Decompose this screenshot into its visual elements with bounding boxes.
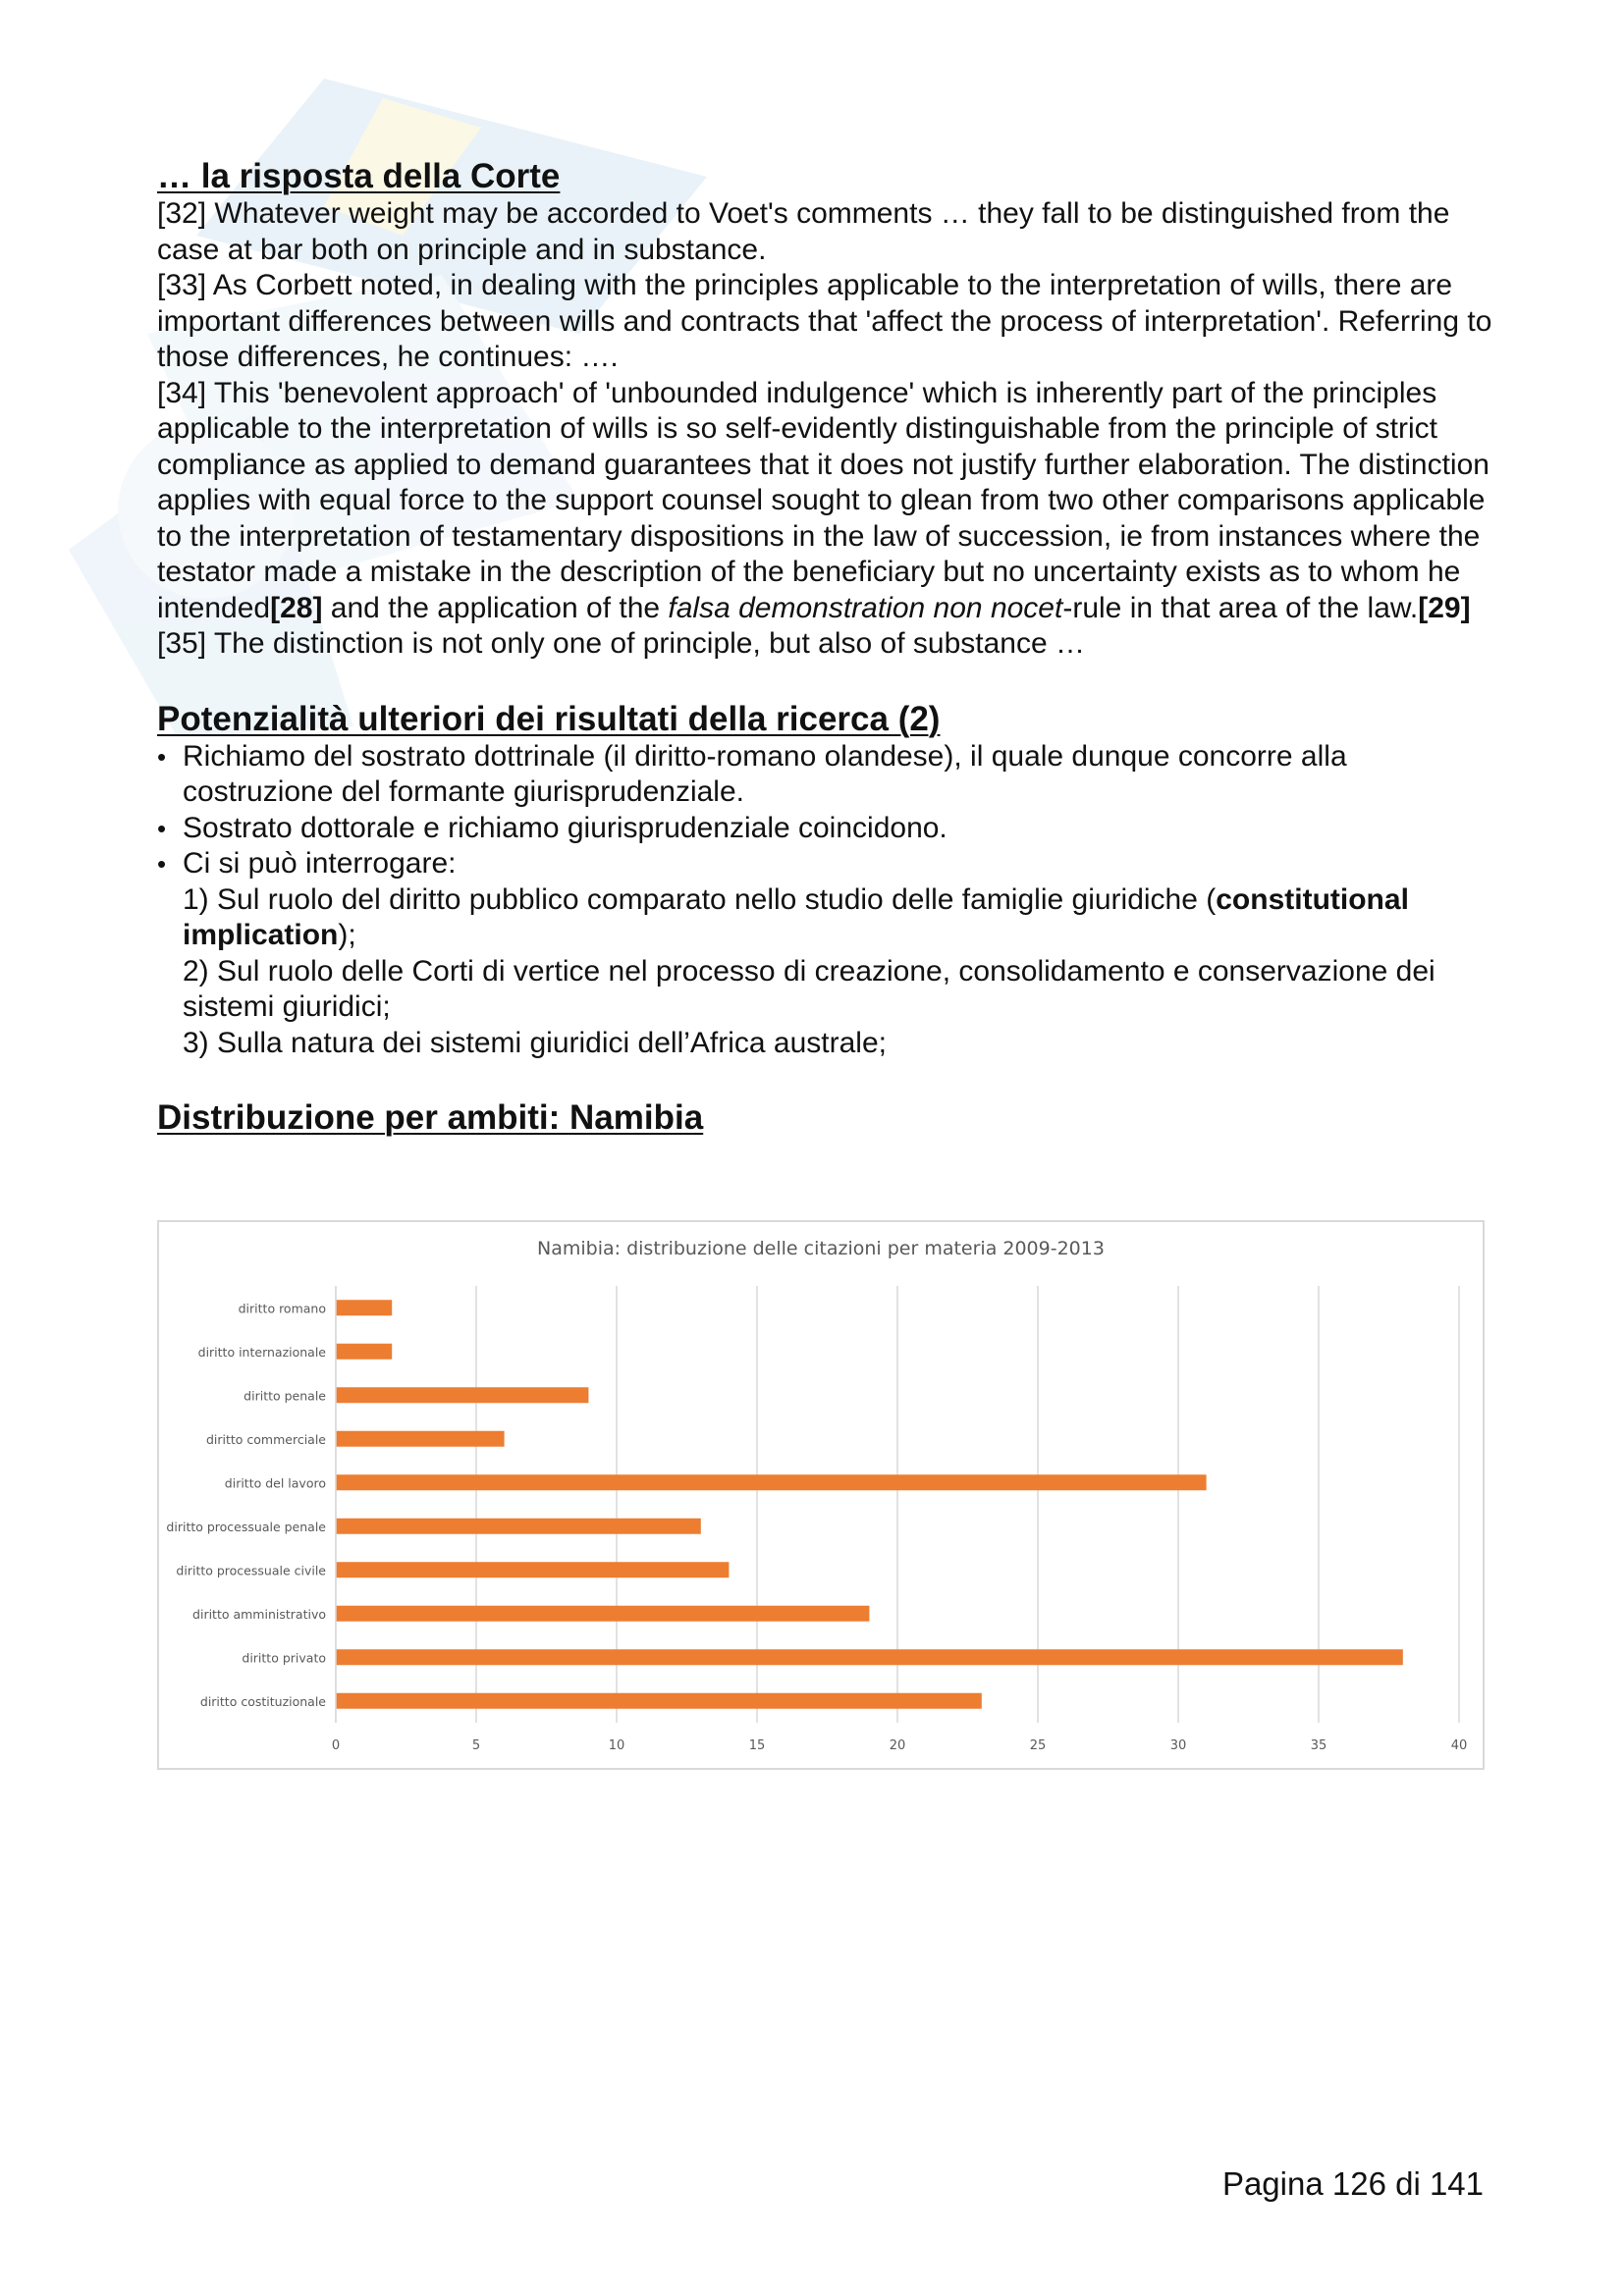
paragraph-35: [35] The distinction is not only one of principle, but also of substance … <box>157 627 1085 660</box>
paragraph-33: [33] As Corbett noted, in dealing with the principles applicable to the interpretation of wills, there are important differences between wills and contracts that 'affect the process of interpretation'. Referring to those differences, he continues: …. <box>157 269 1492 373</box>
x-tick-label: 10 <box>608 1738 625 1753</box>
numbered-item-1-text: 1) Sul ruolo del diritto pubblico comparato nello studio delle famiglie giuridiche ( <box>183 882 1217 916</box>
bar <box>336 1344 392 1360</box>
bullet-item-interrogare: • Ci si può interrogare: <box>157 846 1492 882</box>
paragraph-32: [32] Whatever weight may be accorded to Voet's comments … they fall to be distinguished from the case at bar both on principle and in substance. <box>157 197 1450 266</box>
x-tick-label: 35 <box>1310 1738 1327 1753</box>
section-heading-distribuzione: Distribuzione per ambiti: Namibia <box>157 1098 704 1137</box>
paragraph-34-text-b: and the application of the <box>322 591 669 624</box>
category-label: diritto del lavoro <box>224 1475 326 1491</box>
bar <box>336 1387 588 1403</box>
x-tick-label: 0 <box>331 1738 341 1753</box>
category-label: diritto privato <box>242 1650 326 1666</box>
category-label: diritto romano <box>238 1301 326 1316</box>
category-label: diritto costituzionale <box>199 1693 326 1709</box>
bar <box>336 1431 505 1447</box>
page-content <box>157 157 1492 1138</box>
x-tick-label: 20 <box>889 1738 906 1753</box>
x-tick-label: 25 <box>1029 1738 1047 1753</box>
chart-container <box>157 1220 1485 1770</box>
category-label: diritto commerciale <box>205 1431 326 1447</box>
numbered-item-1-bold: constitutional implication <box>183 882 1409 951</box>
category-label: diritto penale <box>244 1388 326 1404</box>
paragraph-34 <box>157 376 1492 627</box>
x-tick-label: 40 <box>1450 1738 1468 1753</box>
bullet-item-sostrato-dottrinale: • Richiamo del sostrato dottrinale (il diritto-romano olandese), il quale dunque concorre alla costruzione del formante giurisprudenziale. <box>157 739 1492 811</box>
bar <box>336 1649 1403 1665</box>
category-label: diritto internazionale <box>197 1344 326 1360</box>
section-heading-potenzialita: Potenzialità ulteriori dei risultati della ricerca (2) <box>157 699 941 738</box>
x-tick-label: 30 <box>1169 1738 1187 1753</box>
bar-chart <box>159 1222 1483 1768</box>
category-label: diritto amministrativo <box>192 1606 326 1622</box>
chart-title: Namibia: distribuzione delle citazioni per materia 2009-2013 <box>537 1238 1105 1259</box>
bar <box>336 1562 729 1577</box>
x-tick-label: 5 <box>471 1738 481 1753</box>
category-label: diritto processuale penale <box>166 1519 326 1534</box>
numbered-item-2: 2) Sul ruolo delle Corti di vertice nel processo di creazione, consolidamento e conservazione dei sistemi giuridici; <box>183 954 1435 1023</box>
numbered-item-3: 3) Sulla natura dei sistemi giuridici dell’Africa australe; <box>183 1026 887 1059</box>
bullet-list <box>157 739 1492 882</box>
numbered-item-1-end: ); <box>338 919 356 951</box>
bar <box>336 1474 1207 1490</box>
paragraph-34-text-c: -rule in that area of the law. <box>1062 591 1419 624</box>
section-heading-risposta-corte: … la risposta della Corte <box>157 157 561 195</box>
bar <box>336 1519 701 1534</box>
bullet-item-sostrato-dottorale: • Sostrato dottorale e richiamo giurisprudenziale coincidono. <box>157 811 1492 847</box>
bar <box>336 1693 982 1709</box>
bar <box>336 1606 869 1622</box>
footnote-ref-28: [28] <box>270 591 323 624</box>
numbered-item-1 <box>183 882 1492 954</box>
category-label: diritto processuale civile <box>176 1563 326 1578</box>
numbered-items <box>157 882 1492 1062</box>
paragraph-34-text: [34] This 'benevolent approach' of 'unbounded indulgence' which is inherently part of the principles applicable to the interpretation of wills is so self-evidently distinguishable from the principle of strict compliance as applied to demand guarantees that it does not justify further elaboration. The distinction applies with equal force to the support counsel sought to glean from two other comparisons applicable to the interpretation of testamentary dispositions in the law of succession, ie from instances where the testator made a mistake in the description of the beneficiary but no uncertainty exists as to whom he intended <box>157 376 1489 624</box>
paragraph-34-latin-term: falsa demonstration non nocet <box>668 591 1063 624</box>
page-number: Pagina 126 di 141 <box>1221 2165 1484 2202</box>
footnote-ref-29: [29] <box>1418 591 1471 624</box>
x-tick-label: 15 <box>748 1738 766 1753</box>
bar <box>336 1300 392 1315</box>
